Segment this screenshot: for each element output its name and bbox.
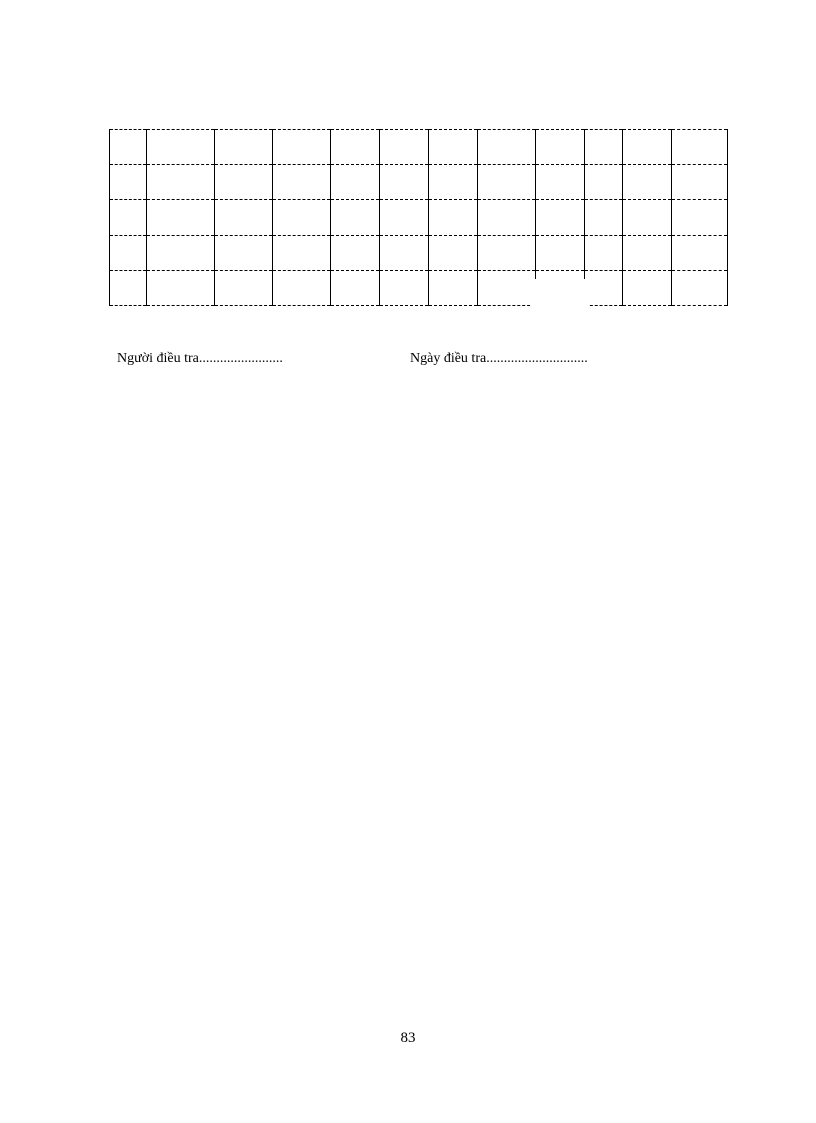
empty-cell (110, 200, 147, 235)
survey-date-label: Ngày điều tra (410, 351, 487, 366)
empty-cell (331, 270, 380, 305)
empty-cell (536, 235, 585, 270)
empty-cell (672, 165, 728, 200)
empty-cell (478, 200, 536, 235)
table-row (110, 165, 728, 200)
empty-cell (110, 130, 147, 165)
empty-cell (478, 165, 536, 200)
survey-date-dots: ............................. (486, 351, 588, 366)
blank-survey-table (109, 129, 727, 306)
empty-cell (672, 130, 728, 165)
empty-cell (623, 130, 672, 165)
empty-cell (429, 270, 478, 305)
empty-cell (147, 165, 215, 200)
empty-cell (478, 130, 536, 165)
empty-cell (273, 270, 331, 305)
empty-cell (273, 130, 331, 165)
surveyor-dots: ........................ (198, 351, 283, 366)
empty-cell (380, 235, 429, 270)
empty-cell (215, 165, 273, 200)
empty-cell (215, 270, 273, 305)
empty-cell (331, 235, 380, 270)
empty-cell (147, 200, 215, 235)
empty-cell (147, 270, 215, 305)
survey-grid (109, 129, 728, 306)
page-number: 83 (400, 1030, 416, 1046)
surveyor-field (117, 350, 283, 368)
empty-cell (478, 270, 536, 305)
empty-cell (147, 130, 215, 165)
empty-cell (215, 235, 273, 270)
empty-cell (429, 235, 478, 270)
empty-cell (110, 235, 147, 270)
empty-cell (478, 235, 536, 270)
empty-cell (672, 270, 728, 305)
empty-cell (429, 130, 478, 165)
empty-cell (585, 235, 623, 270)
empty-cell (273, 235, 331, 270)
empty-cell (380, 200, 429, 235)
empty-cell (110, 165, 147, 200)
empty-cell (623, 165, 672, 200)
empty-cell (215, 200, 273, 235)
grid-body (110, 130, 728, 306)
empty-cell (215, 130, 273, 165)
empty-cell (380, 270, 429, 305)
empty-cell (429, 200, 478, 235)
empty-cell (672, 200, 728, 235)
table-row (110, 235, 728, 270)
empty-cell (110, 270, 147, 305)
empty-cell (585, 165, 623, 200)
empty-cell (429, 165, 478, 200)
survey-date-field (410, 350, 588, 368)
empty-cell (623, 270, 672, 305)
table-row (110, 270, 728, 305)
empty-cell (623, 235, 672, 270)
empty-cell (380, 165, 429, 200)
empty-cell (273, 200, 331, 235)
table-row (110, 130, 728, 165)
blank-cell-patch (531, 279, 589, 309)
empty-cell (585, 270, 623, 305)
empty-cell (585, 200, 623, 235)
empty-cell (331, 200, 380, 235)
empty-cell (536, 165, 585, 200)
empty-cell (331, 130, 380, 165)
empty-cell (273, 165, 331, 200)
table-row (110, 200, 728, 235)
empty-cell (536, 200, 585, 235)
empty-cell (585, 130, 623, 165)
empty-cell (672, 235, 728, 270)
empty-cell (147, 235, 215, 270)
empty-cell (623, 200, 672, 235)
empty-cell (536, 130, 585, 165)
empty-cell (380, 130, 429, 165)
surveyor-label: Người điều tra (117, 351, 199, 366)
empty-cell (331, 165, 380, 200)
